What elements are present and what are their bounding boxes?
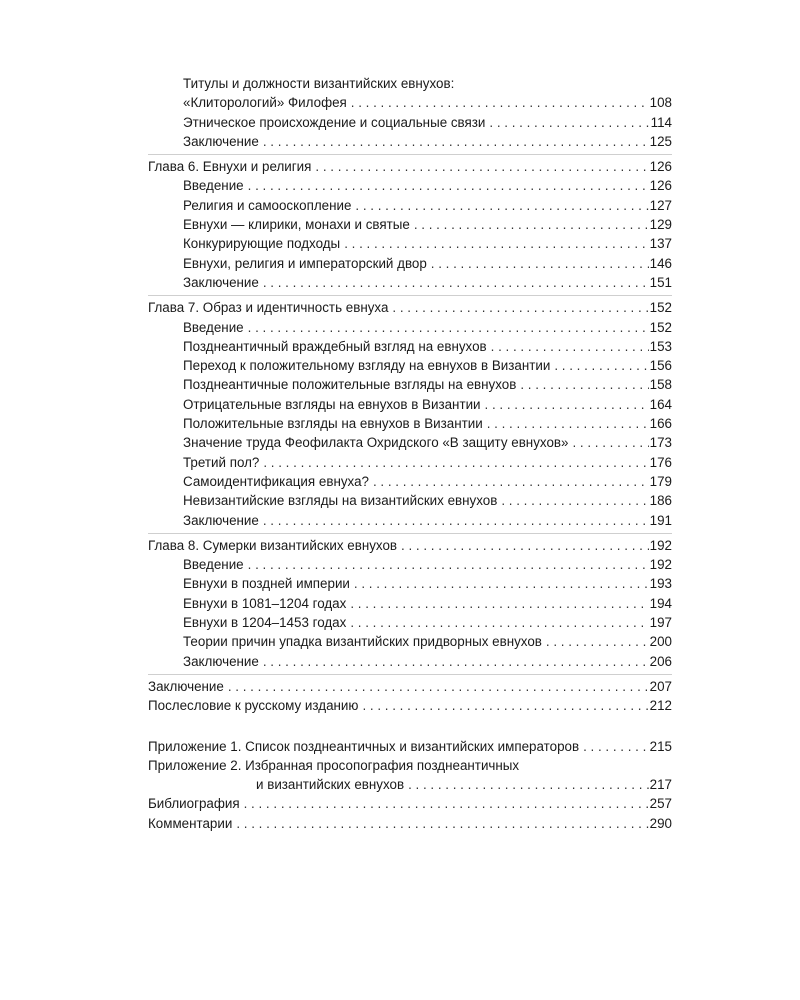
toc-entry (148, 414, 672, 433)
toc-entry (148, 453, 672, 472)
toc-entry-title: Глава 7. Образ и идентичность евнуха (148, 300, 389, 316)
toc-entry-title: Приложение 1. Список позднеантичных и византийских императоров (148, 738, 580, 754)
toc-entry (148, 337, 672, 356)
dot-leader (583, 737, 649, 756)
dot-leader (248, 555, 649, 574)
dot-leader (263, 511, 649, 530)
toc-entry (148, 756, 672, 775)
toc-page-number: 127 (649, 197, 672, 213)
dot-leader (520, 375, 648, 394)
toc-page-number: 114 (650, 114, 672, 130)
toc-entry-title: Послесловие к русскому изданию (148, 698, 359, 714)
dot-leader (263, 273, 649, 292)
toc-page-number: 215 (649, 738, 672, 754)
toc-page-number: 126 (649, 178, 672, 194)
dot-leader (248, 176, 649, 195)
toc-entry-title: Заключение (183, 274, 259, 290)
toc-entry-title: Евнухи в 1204–1453 годах (183, 615, 347, 631)
toc-entry-title: Введение (183, 319, 244, 335)
toc-entry (148, 632, 672, 651)
toc-entry-title: Глава 8. Сумерки византийских евнухов (148, 537, 398, 553)
toc-page-number: 200 (649, 634, 672, 650)
dot-leader (351, 93, 649, 112)
toc-entry-title: Религия и самооскопление (183, 197, 352, 213)
toc-entry-title: Этническое происхождение и социальные связи (183, 114, 486, 130)
toc-entry (148, 814, 672, 833)
toc-page-number: 290 (649, 815, 672, 831)
toc-entry-title: Третий пол? (183, 454, 260, 470)
toc-entry-title: «Клиторологий» Филофея (183, 95, 347, 111)
toc-page-number: 257 (649, 796, 672, 812)
toc-entry-title: Заключение (148, 678, 224, 694)
toc-entry (148, 93, 672, 112)
toc-page-number: 126 (649, 159, 672, 175)
toc-entry-title: Позднеантичный враждебный взгляд на евнухов (183, 338, 487, 354)
toc-entry (148, 574, 672, 593)
toc-entry (148, 674, 672, 696)
toc-page-number: 166 (649, 416, 672, 432)
dot-leader (344, 234, 648, 253)
toc-entry (148, 273, 672, 292)
toc-entry (148, 775, 672, 794)
dot-leader (350, 594, 648, 613)
toc-entry (148, 613, 672, 632)
toc-entry-title: Теории причин упадка византийских придворных евнухов (183, 634, 542, 650)
toc-entry-title: Заключение (183, 512, 259, 528)
toc-entry-title: Глава 6. Евнухи и религия (148, 159, 312, 175)
toc-page-number: 151 (649, 274, 672, 290)
dot-leader (485, 395, 649, 414)
toc-entry (148, 594, 672, 613)
toc-entry-title: Введение (183, 178, 244, 194)
toc-entry (148, 74, 672, 93)
dot-leader (572, 433, 648, 452)
toc-page-number: 197 (649, 615, 672, 631)
toc-entry-title: Евнухи — клирики, монахи и святые (183, 217, 410, 233)
toc-page-number: 164 (649, 396, 672, 412)
dot-leader (373, 472, 649, 491)
dot-leader (489, 113, 649, 132)
toc-entry (148, 737, 672, 756)
toc-entry (148, 652, 672, 671)
dot-leader (228, 677, 649, 696)
toc-entry (148, 132, 672, 151)
dot-leader (546, 632, 649, 651)
toc-page-number: 206 (649, 653, 672, 669)
toc-page-number: 179 (649, 473, 672, 489)
toc-entry (148, 215, 672, 234)
toc-entry-title: Заключение (183, 133, 259, 149)
dot-leader (362, 696, 648, 715)
toc-entry (148, 176, 672, 195)
dot-leader (392, 298, 648, 317)
toc-entry-title: Значение труда Феофилакта Охридского «В защиту евнухов» (183, 435, 569, 451)
dot-leader (350, 613, 648, 632)
toc-entry-title: Титулы и должности византийских евнухов: (183, 76, 455, 91)
dot-leader (491, 337, 649, 356)
dot-leader (248, 318, 649, 337)
toc-chapter-entry (148, 154, 672, 176)
dot-leader (487, 414, 649, 433)
toc-entry-title: Приложение 2. Избранная просопография позднеантичных (148, 757, 520, 773)
toc-entry (148, 555, 672, 574)
toc-entry (148, 511, 672, 530)
dot-leader (263, 453, 648, 472)
toc-page-number: 156 (649, 358, 672, 374)
toc-entry (148, 491, 672, 510)
dot-leader (554, 356, 648, 375)
toc-page-number: 192 (649, 557, 672, 573)
toc-entry-title: Евнухи в поздней империи (183, 576, 350, 592)
toc-entry-title: Комментарии (148, 815, 233, 831)
toc-page-number: 125 (649, 133, 672, 149)
dot-leader (244, 794, 649, 813)
toc-entry-title: Библиография (148, 796, 240, 812)
dot-leader (401, 536, 649, 555)
toc-page-number: 194 (649, 595, 672, 611)
dot-leader (263, 132, 649, 151)
toc-entry-title: Заключение (183, 653, 259, 669)
dot-leader (315, 157, 648, 176)
toc-entry (148, 318, 672, 337)
dot-leader (408, 775, 649, 794)
toc-entry-title: Конкурирующие подходы (183, 236, 341, 252)
toc-page-number: 152 (649, 300, 672, 316)
toc-page-number: 173 (649, 435, 672, 451)
dot-leader (354, 574, 649, 593)
toc-entry (148, 433, 672, 452)
toc-entry-title: Самоидентификация евнуха? (183, 473, 369, 489)
toc-chapter-entry (148, 295, 672, 317)
toc-page-number: 207 (649, 678, 672, 694)
toc-page-number: 146 (649, 255, 672, 271)
table-of-contents (148, 74, 672, 833)
dot-leader (431, 254, 649, 273)
toc-entry-title: Невизантийские взгляды на византийских евнухов (183, 493, 498, 509)
toc-entry (148, 395, 672, 414)
toc-entry-title: Переход к положительному взгляду на евнухов в Византии (183, 358, 551, 374)
dot-leader (501, 491, 648, 510)
toc-entry (148, 472, 672, 491)
toc-entry-title: Евнухи в 1081–1204 годах (183, 595, 347, 611)
toc-page-number: 152 (649, 319, 672, 335)
toc-page-number: 212 (649, 698, 672, 714)
dot-leader (355, 196, 648, 215)
toc-page-number: 176 (649, 454, 672, 470)
toc-entry (148, 356, 672, 375)
dot-leader (414, 215, 649, 234)
toc-entry-title: Отрицательные взгляды на евнухов в Византии (183, 396, 481, 412)
toc-page-number: 217 (649, 777, 672, 793)
toc-entry-title: Введение (183, 557, 244, 573)
toc-entry (148, 113, 672, 132)
toc-page-number: 192 (649, 537, 672, 553)
dot-leader (236, 814, 648, 833)
toc-page-number: 193 (649, 576, 672, 592)
toc-page-number: 186 (649, 493, 672, 509)
toc-entry (148, 794, 672, 813)
toc-entry-title: и византийских евнухов (256, 777, 405, 793)
toc-page-number: 191 (649, 512, 672, 528)
dot-leader (263, 652, 649, 671)
toc-entry (148, 196, 672, 215)
toc-entry-title: Положительные взгляды на евнухов в Византии (183, 416, 483, 432)
toc-page-number: 153 (649, 338, 672, 354)
toc-page-number: 108 (649, 95, 672, 111)
toc-entry (148, 234, 672, 253)
toc-entry (148, 375, 672, 394)
toc-entry-title: Евнухи, религия и императорский двор (183, 255, 427, 271)
toc-entry (148, 696, 672, 715)
toc-page-number: 158 (649, 377, 672, 393)
toc-page-number: 129 (649, 217, 672, 233)
toc-page-number: 137 (649, 236, 672, 252)
toc-entry-title: Позднеантичные положительные взгляды на евнухов (183, 377, 517, 393)
toc-entry (148, 254, 672, 273)
toc-chapter-entry (148, 533, 672, 555)
